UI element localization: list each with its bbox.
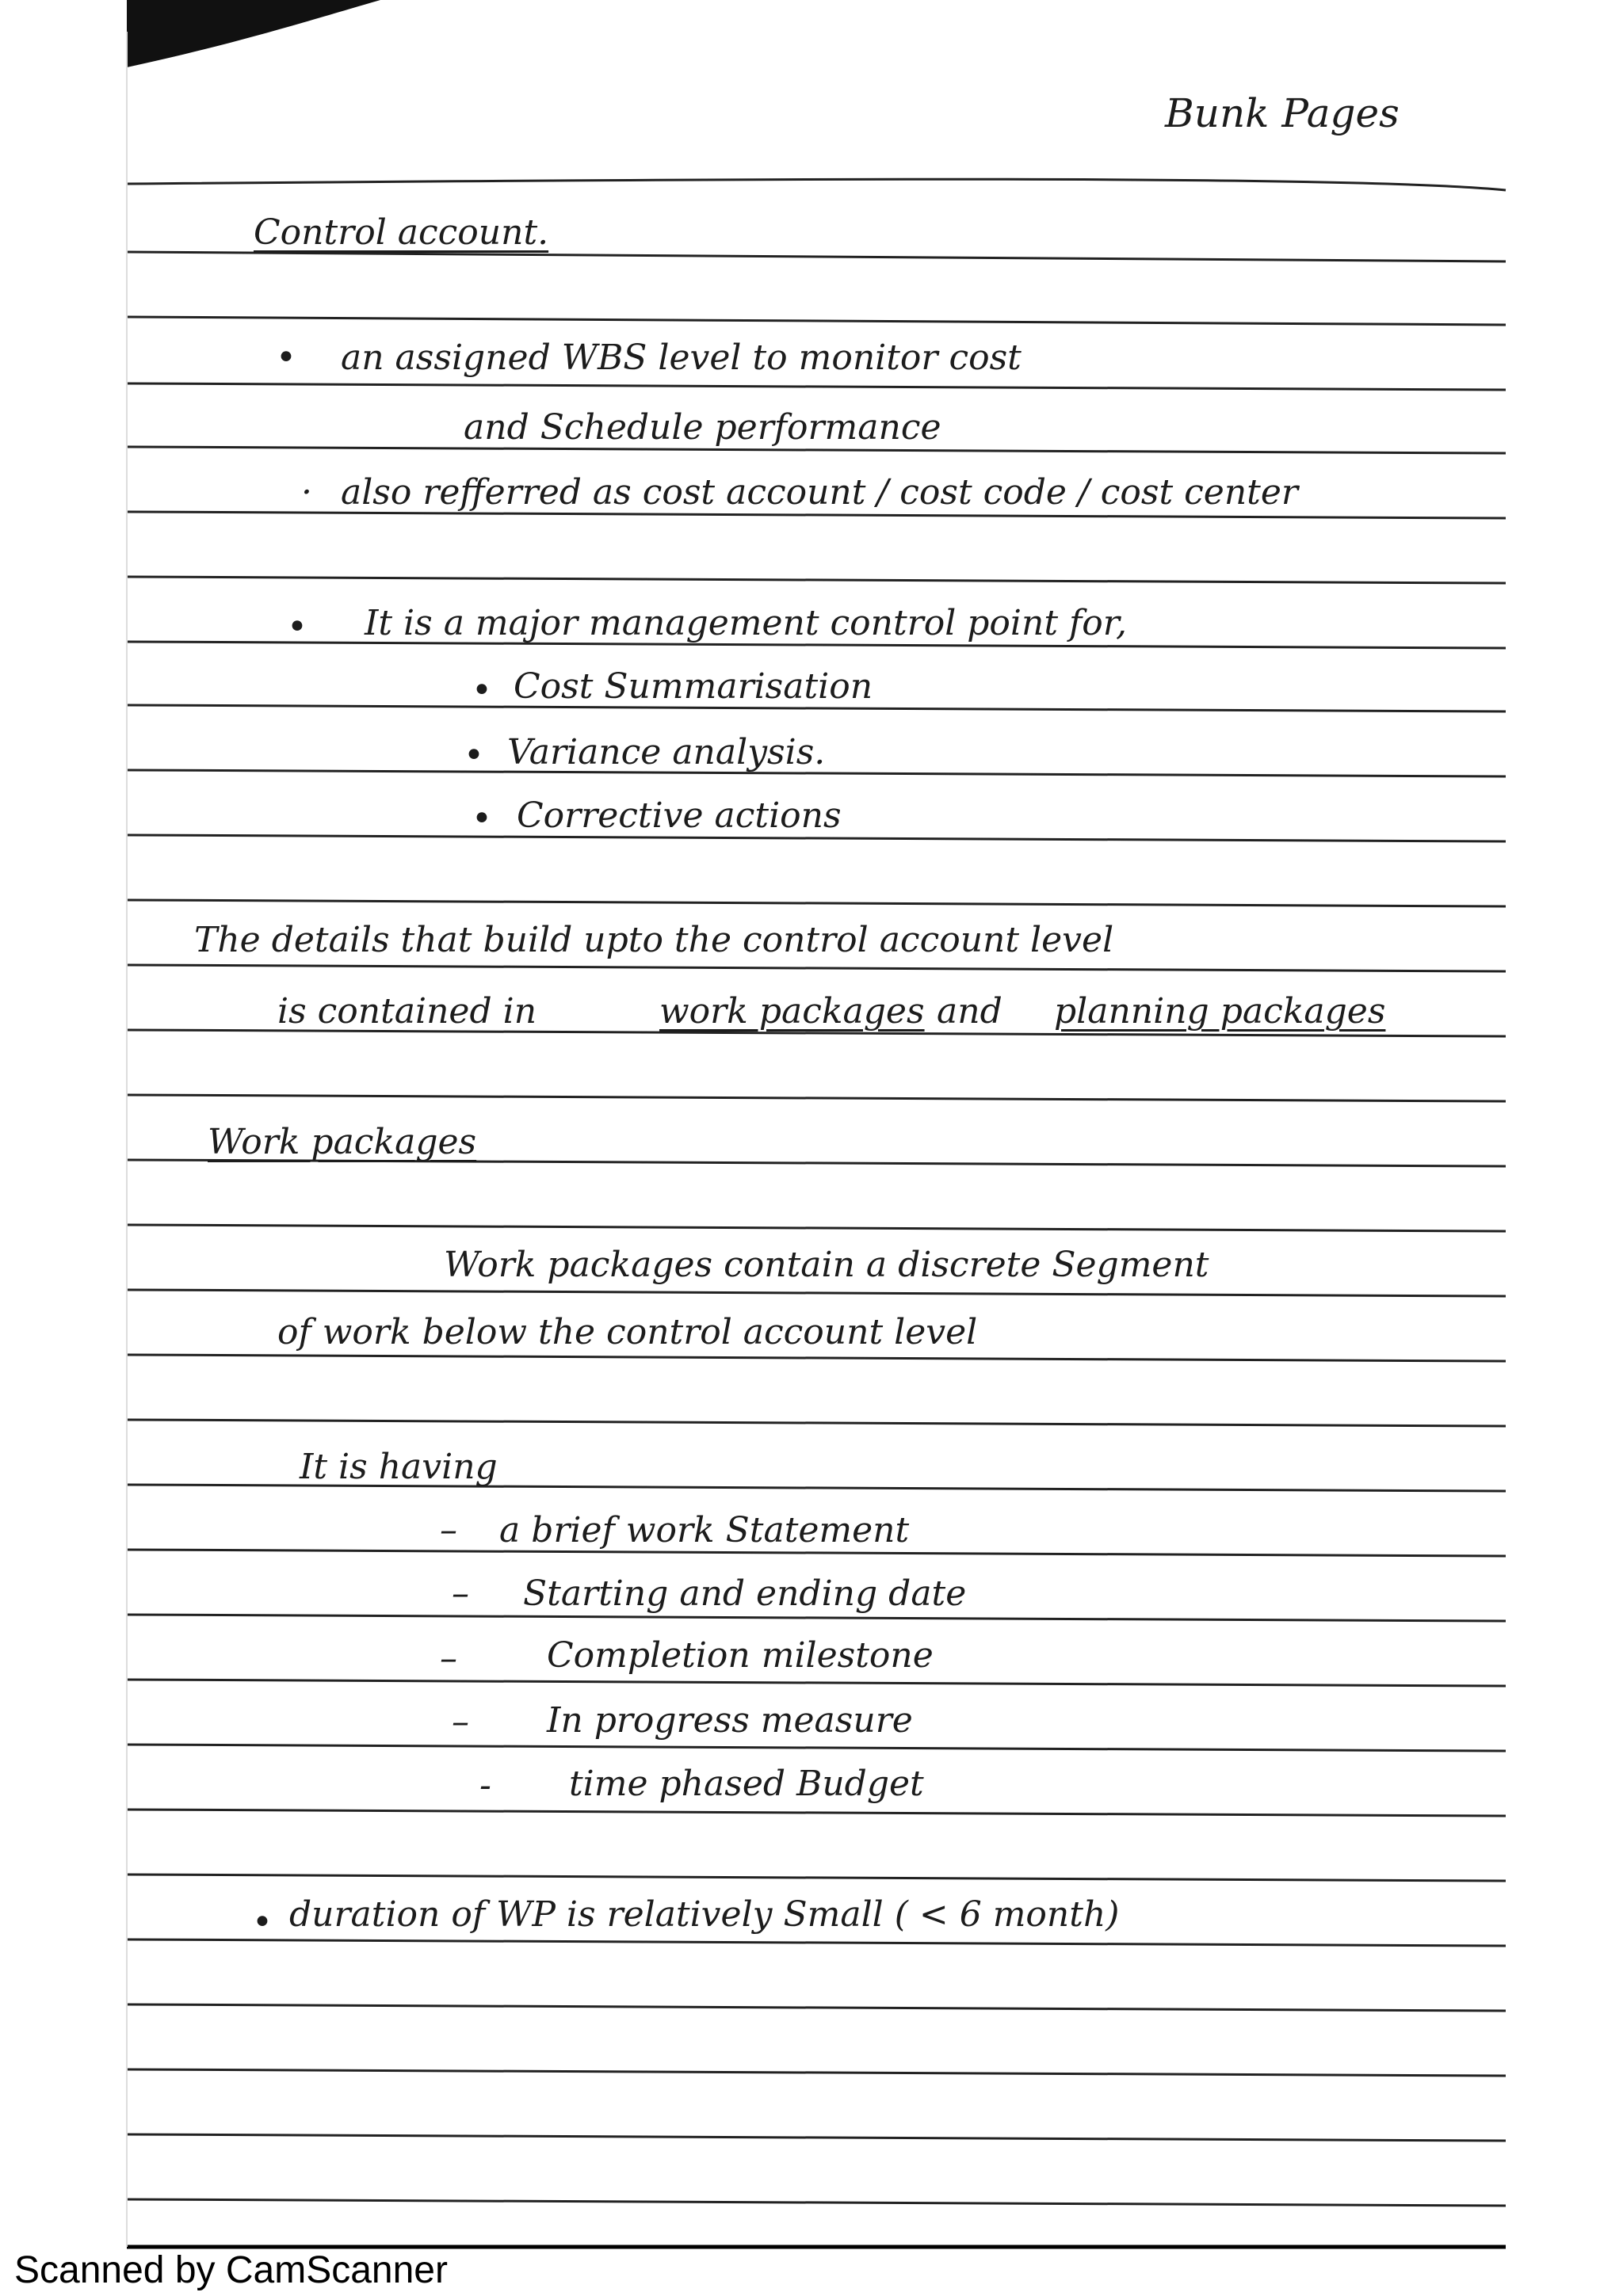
subbullet-dot: • — [464, 735, 484, 776]
list-item: In progress measure — [547, 1700, 913, 1741]
list-item: Starting and ending date — [523, 1573, 967, 1614]
bullet-text-continuation: and Schedule performance — [464, 407, 941, 448]
page-label: Bunk Pages — [1165, 90, 1400, 136]
list-item: Completion milestone — [547, 1635, 934, 1676]
bullet-dot: • — [287, 607, 307, 647]
paragraph-underlined: planning packages — [1054, 991, 1386, 1032]
subbullet-text: Variance analysis. — [507, 732, 826, 772]
paragraph-line: of work below the control account level — [277, 1312, 978, 1352]
bullet-dot: · — [301, 472, 312, 513]
paragraph-line: Work packages contain a discrete Segment — [444, 1245, 1209, 1285]
bullet-text: It is a major management control point for, — [365, 603, 1127, 643]
bullet-text: an assigned WBS level to monitor cost — [341, 338, 1022, 378]
paragraph-line: The details that build upto the control account level — [194, 920, 1114, 960]
list-dash: – — [452, 1573, 469, 1614]
list-item: time phased Budget — [569, 1764, 924, 1804]
paragraph-line: is contained in — [277, 991, 537, 1032]
note-text: duration of WP is relatively Small ( < 6 month) — [289, 1894, 1120, 1935]
list-intro: It is having — [300, 1447, 498, 1487]
subbullet-text: Corrective actions — [517, 795, 842, 836]
paragraph-line: and — [937, 991, 1002, 1032]
bullet-dot: • — [276, 338, 296, 378]
list-dash: - — [479, 1765, 491, 1806]
list-item: a brief work Statement — [499, 1510, 910, 1550]
subbullet-dot: • — [472, 799, 492, 839]
bullet-text: also refferred as cost account / cost code / cost center — [341, 472, 1298, 513]
paragraph-underlined: work packages — [659, 991, 925, 1032]
subbullet-dot: • — [472, 670, 492, 711]
list-dash: – — [440, 1510, 457, 1550]
bullet-dot: • — [252, 1902, 273, 1943]
section-title-work-packages: Work packages — [208, 1122, 477, 1162]
scanner-watermark: Scanned by CamScanner — [14, 2249, 448, 2291]
list-dash: – — [452, 1702, 469, 1742]
subbullet-text: Cost Summarisation — [514, 666, 873, 707]
list-dash: – — [440, 1638, 457, 1679]
section-title-control-account: Control account. — [254, 212, 549, 253]
